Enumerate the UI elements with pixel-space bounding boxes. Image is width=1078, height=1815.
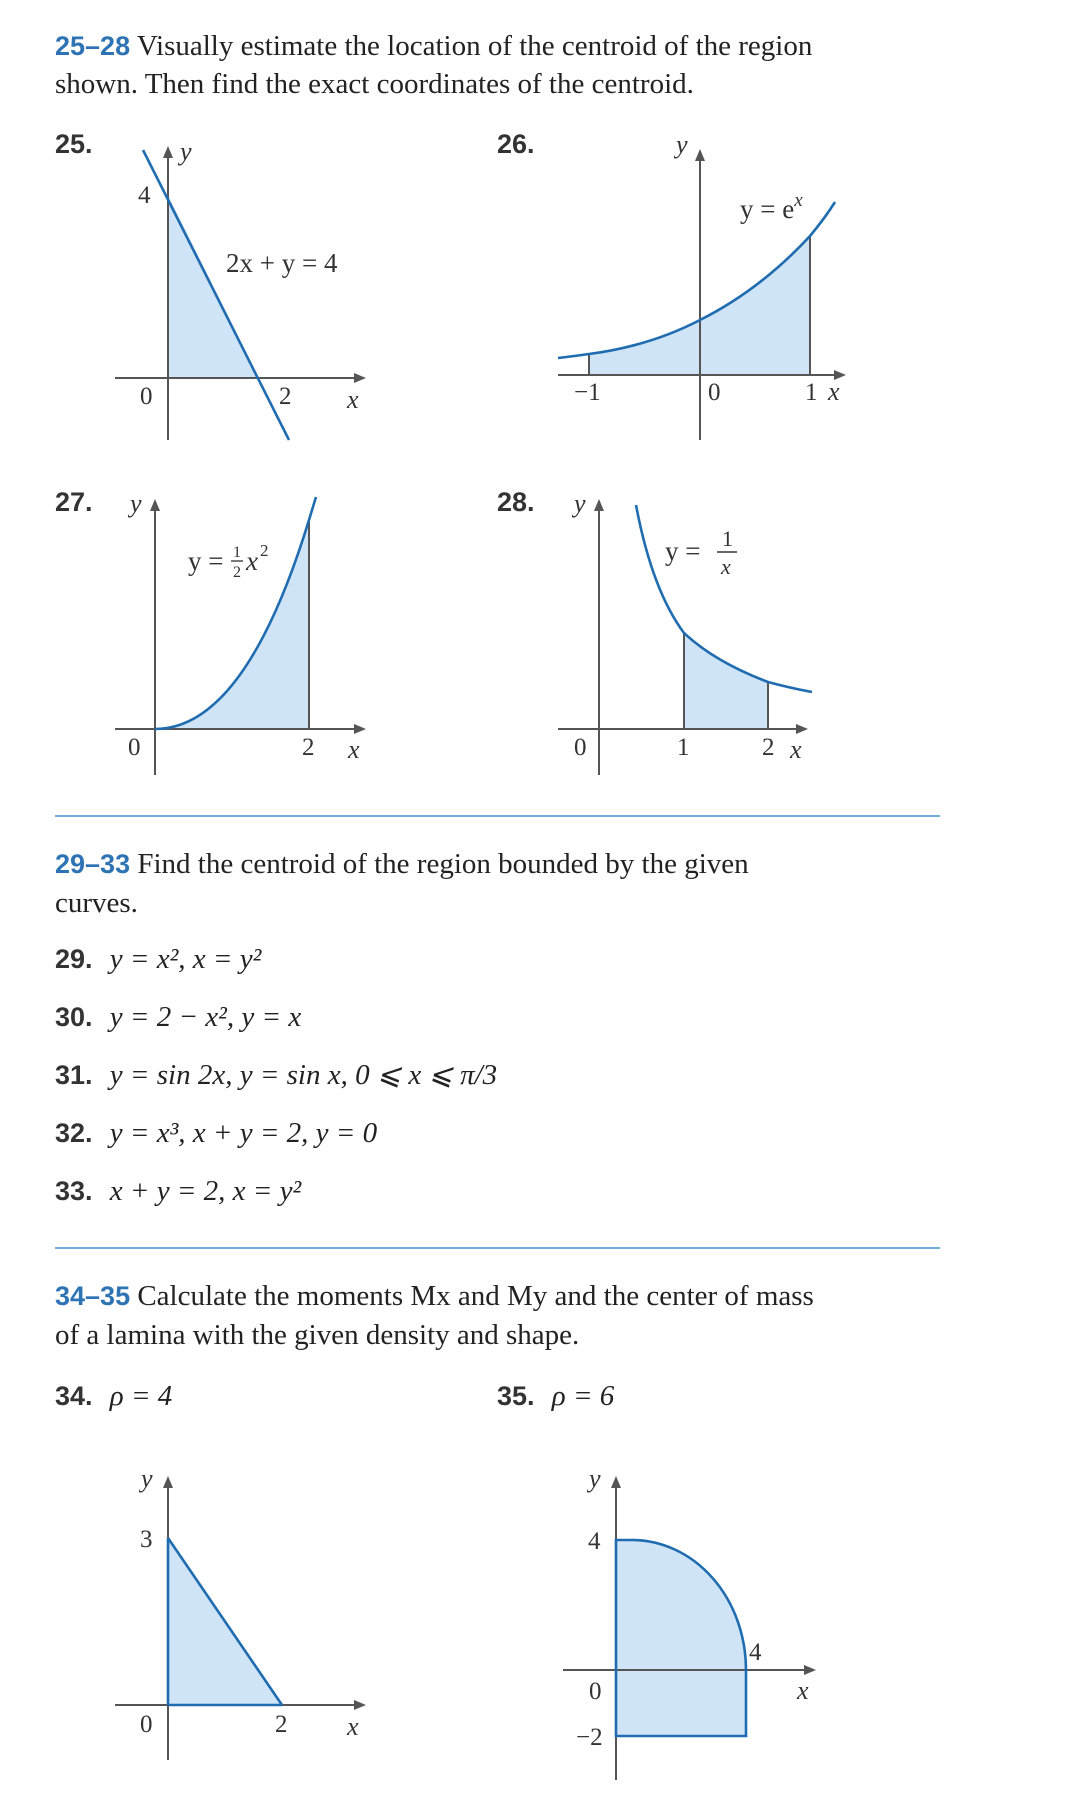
section-29-33-heading-line2: curves. (55, 887, 138, 919)
tick-label-neg-1: −1 (574, 379, 601, 406)
problem-number: 29. (55, 944, 93, 974)
origin-label: 0 (140, 383, 153, 410)
origin-label: 0 (128, 734, 141, 761)
problem-25-label: 25. (55, 129, 93, 159)
equation-lhs: y = (188, 546, 224, 576)
tick-label-x-4: 4 (749, 1639, 762, 1666)
problem-28-label: 28. (497, 487, 535, 517)
tick-label-x-2: 2 (279, 383, 292, 410)
y-axis-label: y (676, 130, 688, 159)
problem-27-label: 27. (55, 487, 93, 517)
x-axis-label: x (347, 385, 359, 414)
y-axis-label: y (180, 137, 192, 166)
equation-rhs: x (246, 546, 258, 576)
tick-label-1: 1 (805, 379, 818, 406)
origin-label: 0 (589, 1678, 602, 1705)
origin-label: 0 (708, 379, 721, 406)
tick-label-neg-2: −2 (576, 1724, 603, 1751)
origin-label: 0 (574, 734, 587, 761)
x-axis-label: x (828, 377, 840, 406)
problem-text: y = x³, x + y = 2, y = 0 (109, 1117, 378, 1149)
y-axis-label: y (574, 489, 586, 518)
section-number: 29–33 (55, 849, 131, 879)
density-label: ρ = 4 (109, 1380, 173, 1412)
section-text-line1: Visually estimate the location of the centroid of the region (136, 30, 813, 62)
equation-label: 2x + y = 4 (226, 248, 338, 278)
x-axis-arrow (804, 1665, 816, 1675)
section-34-35-heading-line2: of a lamina with the given density and shape. (55, 1319, 580, 1351)
y-axis-label: y (141, 1464, 153, 1493)
section-number: 25–28 (55, 31, 131, 61)
problem-number: 33. (55, 1176, 93, 1206)
origin-label: 0 (140, 1711, 153, 1738)
tick-label-y-4: 4 (588, 1528, 601, 1555)
equation-exponent: 2 (260, 541, 269, 560)
fraction-numerator: 1 (722, 526, 733, 551)
tick-label-y-4: 4 (138, 182, 151, 209)
region-35 (616, 1540, 746, 1736)
tick-label-x-2: 2 (275, 1711, 288, 1738)
problem-26-label: 26. (497, 129, 535, 159)
x-axis-label: x (348, 735, 360, 764)
problem-number: 34. (55, 1381, 93, 1411)
problem-text: x + y = 2, x = y² (109, 1175, 302, 1207)
equation-exponent: x (794, 190, 803, 211)
problem-text: y = 2 − x², y = x (109, 1001, 302, 1033)
y-axis-label: y (130, 489, 142, 518)
problem-text: y = x², x = y² (109, 943, 262, 975)
tick-label-y-3: 3 (140, 1526, 153, 1553)
problem-number: 31. (55, 1060, 93, 1090)
y-axis-label: y (589, 1464, 601, 1493)
section-text-line1: Find the centroid of the region bounded by the given (137, 848, 749, 880)
section-25-28-heading-line2: shown. Then find the exact coordinates of the centroid. (55, 68, 694, 100)
x-axis-label: x (347, 1712, 359, 1741)
x-axis-label: x (790, 735, 802, 764)
fraction-denominator: x (721, 554, 731, 579)
problem-number: 30. (55, 1002, 93, 1032)
tick-label-1: 1 (677, 734, 690, 761)
problem-text: y = sin 2x, y = sin x, 0 ⩽ x ⩽ π/3 (109, 1059, 498, 1091)
equation-base: y = e (740, 194, 795, 224)
x-axis-label: x (797, 1676, 809, 1705)
density-label: ρ = 6 (551, 1380, 615, 1412)
fraction-numerator: 1 (233, 544, 241, 561)
section-text-line1: Calculate the moments Mx and My and the center of mass (137, 1280, 814, 1312)
y-axis-arrow (611, 1476, 621, 1488)
section-number: 34–35 (55, 1281, 131, 1311)
equation-lhs: y = (665, 536, 701, 566)
fraction-denominator: 2 (233, 564, 241, 581)
tick-label-2: 2 (762, 734, 775, 761)
problem-number: 32. (55, 1118, 93, 1148)
tick-label-x-2: 2 (302, 734, 315, 761)
problem-number: 35. (497, 1381, 535, 1411)
